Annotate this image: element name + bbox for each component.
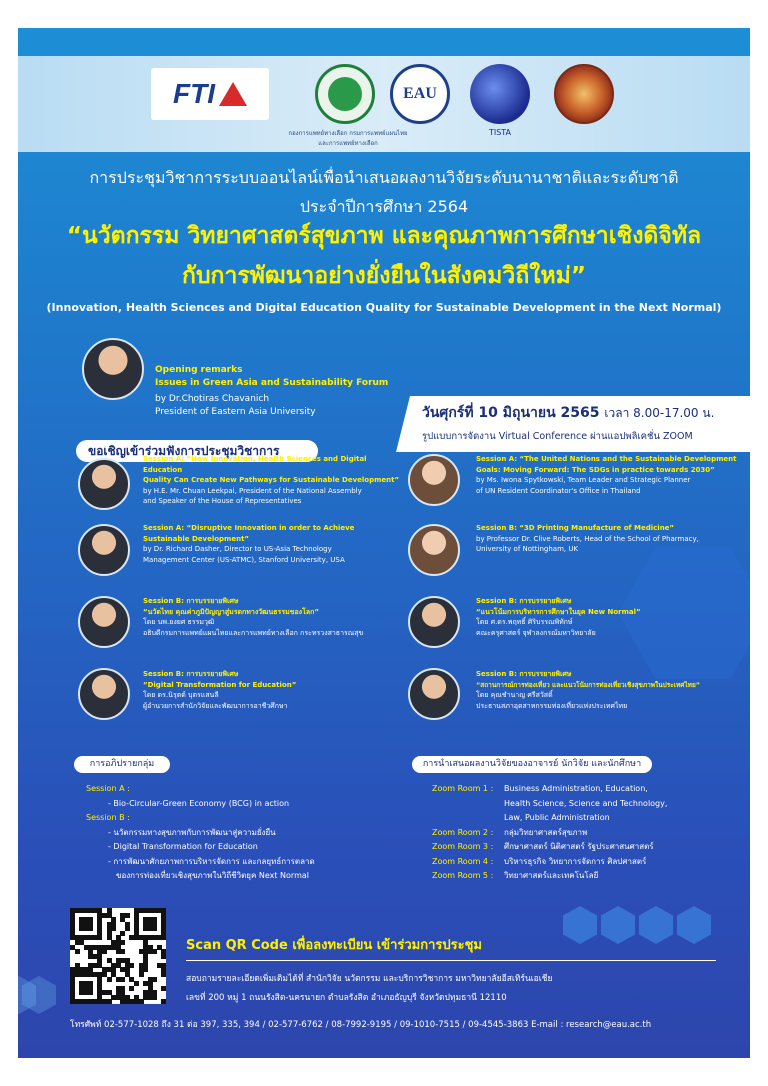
qr-module	[161, 972, 166, 977]
speaker-photo-opening	[82, 338, 144, 400]
qr-module	[152, 995, 157, 1000]
qr-module	[88, 926, 93, 931]
eau-logo-text: EAU	[403, 85, 437, 102]
invite-label: ขอเชิญเข้าร่วมฟังการประชุมวิชาการ	[76, 440, 318, 462]
speaker-photo	[78, 668, 130, 720]
zoom-room-label: Zoom Room 5 :	[432, 871, 494, 880]
title-line-1: การประชุมวิชาการระบบออนไลน์เพื่อนำเสนอผลงานวิจัยระดับนานาชาติและระดับชาติ	[89, 168, 679, 187]
qr-module	[102, 949, 107, 954]
opening-heading: Opening remarks	[155, 365, 243, 375]
session-speaker: โดย ศ.ดร.พฤทธิ์ ศิริบรรณพิทักษ์	[476, 618, 573, 626]
qr-module	[129, 986, 134, 991]
opening-speaker: by Dr.Chotiras Chavanich	[155, 394, 270, 404]
registration-qr-code[interactable]	[70, 908, 166, 1004]
list-item: - การพัฒนาศักยภาพการบริหารจัดการ และกลยุทธ์การตลาด	[108, 856, 315, 866]
session-speaker: โดย คุณชำนาญ ศรีสวัสดิ์	[476, 691, 553, 699]
contact-address: เลขที่ 200 หมู่ 1 ถนนรังสิต-นครนายก ตำบลรังสิต อำเภอธัญบุรี จังหวัดปทุมธานี 12110	[186, 993, 507, 1003]
zoom-room-label: Zoom Room 3 :	[432, 842, 494, 851]
scan-qr-text: Scan QR Code เพื่อลงทะเบียน เข้าร่วมการประชุม	[186, 938, 482, 953]
qr-module	[152, 977, 157, 982]
decorative-hexagon	[639, 906, 673, 944]
zoom-room-topics	[504, 782, 667, 826]
qr-module	[134, 981, 139, 986]
discussion-session-a: Session A :	[86, 784, 130, 793]
moph-logo	[315, 64, 375, 124]
qr-module	[152, 949, 157, 954]
title-line-2: ประจำปีการศึกษา 2564	[299, 197, 469, 216]
presentations-label: การนำเสนอผลงานวิจัยของอาจารย์ นักวิจัย และนักศึกษา	[412, 756, 652, 773]
session-title-2: Sustainable Development”	[143, 534, 250, 543]
list-item: - Digital Transformation for Education	[108, 842, 258, 851]
decorative-hexagon	[601, 906, 635, 944]
conference-poster	[18, 28, 750, 1058]
speaker-photo	[78, 524, 130, 576]
qr-module	[161, 954, 166, 959]
contact-line-1: สอบถามรายละเอียดเพิ่มเติมได้ที่ สำนักวิจัย นวัตกรรม และบริการวิชาการ มหาวิทยาลัยอีสเทิร์นเอเชีย	[186, 974, 553, 984]
session-speaker: by Professor Dr. Clive Roberts, Head of the School of Pharmacy,	[476, 534, 699, 543]
session-speaker-2: คณะครุศาสตร์ จุฬาลงกรณ์มหาวิทยาลัย	[476, 628, 596, 637]
contact-phone-email: โทรศัพท์ 02-577-1028 ถึง 31 ต่อ 397, 335, 394 / 02-577-6762 / 08-7992-9195 / 09-1010-7515 / 09-4545-3863 E-mail : research@eau.ac.th	[70, 1020, 652, 1030]
session-title-2: Goals: Moving Forward: The SDGs in practice towards 2030”	[476, 465, 715, 474]
session-title-2: Quality Can Create New Pathways for Sustainable Development”	[143, 476, 400, 484]
session-item	[476, 669, 744, 711]
speaker-photo	[408, 454, 460, 506]
session-title: Session B: การบรรยายพิเศษ	[476, 670, 572, 678]
divider	[186, 960, 716, 961]
discussion-session-b: Session B :	[86, 813, 130, 822]
qr-module	[75, 949, 80, 954]
session-title: Session B: การบรรยายพิเศษ	[143, 670, 239, 678]
logo-strip	[18, 56, 750, 152]
eau-logo	[390, 64, 450, 124]
session-title-2: “แนวโน้มการบริหารการศึกษาในยุค New Normal”	[476, 607, 641, 616]
session-item	[143, 454, 405, 507]
qr-module	[107, 977, 112, 982]
zoom-room-label: Zoom Room 2 :	[432, 827, 494, 837]
session-title-2: “นวัตไทย คุณค่าภูมิปัญญาสู่มรดกทางวัฒนธรรมของโลก”	[143, 607, 319, 616]
event-format: รูปแบบการจัดงาน Virtual Conference ผ่านแอปพลิเคชั่น ZOOM	[422, 431, 693, 442]
session-item	[476, 454, 738, 496]
qr-module	[107, 999, 112, 1004]
zoom-room-topic: Health Science, Science and Technology,	[504, 798, 668, 808]
university-seal-logo	[554, 64, 614, 124]
session-item	[143, 596, 405, 638]
qr-module	[120, 949, 125, 954]
qr-module	[111, 926, 116, 931]
discussion-label: การอภิปรายกลุ่ม	[74, 756, 170, 773]
zoom-room	[432, 782, 667, 826]
zoom-room-topic: กลุ่มวิทยาศาสตร์สุขภาพ	[504, 827, 588, 837]
qr-module	[88, 990, 93, 995]
speaker-photo	[408, 596, 460, 648]
zoom-room	[432, 826, 667, 841]
qr-module	[97, 935, 102, 940]
decorative-hexagon	[563, 906, 597, 944]
zoom-room	[432, 840, 667, 855]
session-title-2: “สถานการณ์การท่องเที่ยว และแนวโน้มการท่องเที่ยวเชิงสุขภาพในประเทศไทย”	[476, 680, 701, 689]
qr-module	[161, 935, 166, 940]
session-speaker-2: of UN Resident Coordinator's Office in Thailand	[476, 486, 641, 495]
session-title: Session A: “How Innovation, Health Sciences and Digital Education	[143, 455, 367, 474]
theme-line-1: “นวัตกรรม วิทยาศาสตร์สุขภาพ และคุณภาพการศึกษาเชิงดิจิทัล	[66, 223, 702, 249]
session-title: Session A: “Disruptive Innovation in order to Achieve	[143, 524, 355, 532]
session-title: Session B: การบรรยายพิเศษ	[476, 597, 572, 605]
session-title: Session B: การบรรยายพิเศษ	[143, 597, 239, 605]
event-date	[422, 402, 714, 424]
session-speaker: โดย ดร.นิรุตต์ บุตรแสนลี	[143, 691, 219, 699]
decorative-hexagon	[677, 906, 711, 944]
session-speaker: by Ms. Iwona Spytkowski, Team Leader and Strategic Planner	[476, 476, 691, 484]
speaker-photo	[78, 596, 130, 648]
qr-module	[125, 926, 130, 931]
qr-module	[129, 963, 134, 968]
zoom-rooms-list	[432, 782, 667, 884]
session-item	[476, 596, 738, 638]
session-item	[143, 669, 405, 711]
fti-triangle-icon	[219, 82, 247, 106]
opening-role: President of Eastern Asia University	[155, 407, 316, 417]
tista-caption: TISTA	[488, 128, 512, 137]
session-speaker-2: ผู้อำนวยการสำนักวิจัยและพัฒนาการอาชีวศึกษา	[143, 701, 288, 710]
conference-title	[18, 163, 750, 221]
session-title: Session B: “3D Printing Manufacture of Medicine”	[476, 524, 675, 532]
qr-module	[125, 913, 130, 918]
session-speaker-2: ประธานสภาอุตสาหกรรมท่องเที่ยวแห่งประเทศไทย	[476, 701, 628, 710]
zoom-room-label: Zoom Room 4 :	[432, 856, 494, 866]
speaker-photo	[408, 668, 460, 720]
event-date-text: วันศุกร์ที่ 10 มิถุนายน 2565	[422, 405, 600, 421]
qr-module	[152, 926, 157, 931]
session-speaker: โดย นพ.ยงยศ ธรรมวุฒิ	[143, 618, 215, 626]
zoom-room	[432, 869, 667, 884]
speaker-photo	[408, 524, 460, 576]
qr-module	[120, 977, 125, 982]
session-speaker-2: อธิบดีกรมการแพทย์แผนไทยและการแพทย์ทางเลือก กระทรวงสาธารณสุข	[143, 628, 364, 637]
session-speaker: by Dr. Richard Dasher, Director to US-Asia Technology	[143, 545, 332, 553]
qr-module	[120, 940, 125, 945]
list-item: - Bio-Circular-Green Economy (BCG) in action	[108, 798, 290, 808]
qr-module	[139, 999, 144, 1004]
session-speaker-2: University of Nottingham, UK	[476, 545, 579, 553]
session-item	[143, 523, 405, 565]
session-speaker: by H.E. Mr. Chuan Leekpai, President of the National Assembly	[143, 486, 362, 495]
speaker-photo	[78, 458, 130, 510]
qr-module	[139, 972, 144, 977]
list-item: ของการท่องเที่ยวเชิงสุขภาพในวิถีชีวิตยุค Next Normal	[116, 871, 309, 880]
zoom-room-topic: ศึกษาศาสตร์ นิติศาสตร์ รัฐประศาสนศาสตร์	[504, 842, 654, 851]
qr-module	[143, 967, 148, 972]
fti-logo	[151, 68, 269, 120]
qr-module	[161, 986, 166, 991]
opening-topic: Issues in Green Asia and Sustainability Forum	[155, 378, 389, 388]
zoom-room	[432, 855, 667, 870]
opening-remarks	[155, 364, 388, 419]
session-title-2: “Digital Transformation for Education”	[143, 680, 297, 689]
zoom-room-topic: บริหารธุรกิจ วิทยาการจัดการ ศิลปศาสตร์	[504, 856, 647, 866]
tista-logo	[470, 64, 530, 124]
event-time: เวลา 8.00-17.00 น.	[604, 406, 715, 420]
session-title: Session A: “The United Nations and the Sustainable Development	[476, 455, 737, 463]
zoom-room-topic: วิทยาศาสตร์และเทคโนโลยี	[504, 871, 599, 880]
conference-theme	[18, 216, 750, 296]
theme-line-2: กับการพัฒนาอย่างยั่งยืนในสังคมวิถีใหม่”	[182, 263, 586, 289]
qr-module	[161, 999, 166, 1004]
session-item	[476, 523, 738, 555]
fti-logo-text: FTI	[173, 78, 215, 109]
discussion-list	[86, 782, 315, 884]
session-speaker-2: and Speaker of the House of Representatives	[143, 497, 302, 505]
zoom-room-label: Zoom Room 1 :	[432, 784, 494, 793]
zoom-room-topic: Law, Public Administration	[504, 813, 610, 822]
qr-module	[120, 931, 125, 936]
theme-english: (Innovation, Health Sciences and Digital Education Quality for Sustainable Development in the Next Normal)	[46, 301, 722, 314]
moph-caption: กองการแพทย์ทางเลือก กรมการแพทย์แผนไทยและการแพทย์ทางเลือก	[288, 130, 408, 147]
list-item: - นวัตกรรมทางสุขภาพกับการพัฒนาสู่ความยั่งยืน	[108, 827, 276, 837]
zoom-room-topic: Business Administration, Education,	[504, 784, 648, 793]
session-speaker-2: Management Center (US-ATMC), Stanford University, USA	[143, 555, 345, 564]
